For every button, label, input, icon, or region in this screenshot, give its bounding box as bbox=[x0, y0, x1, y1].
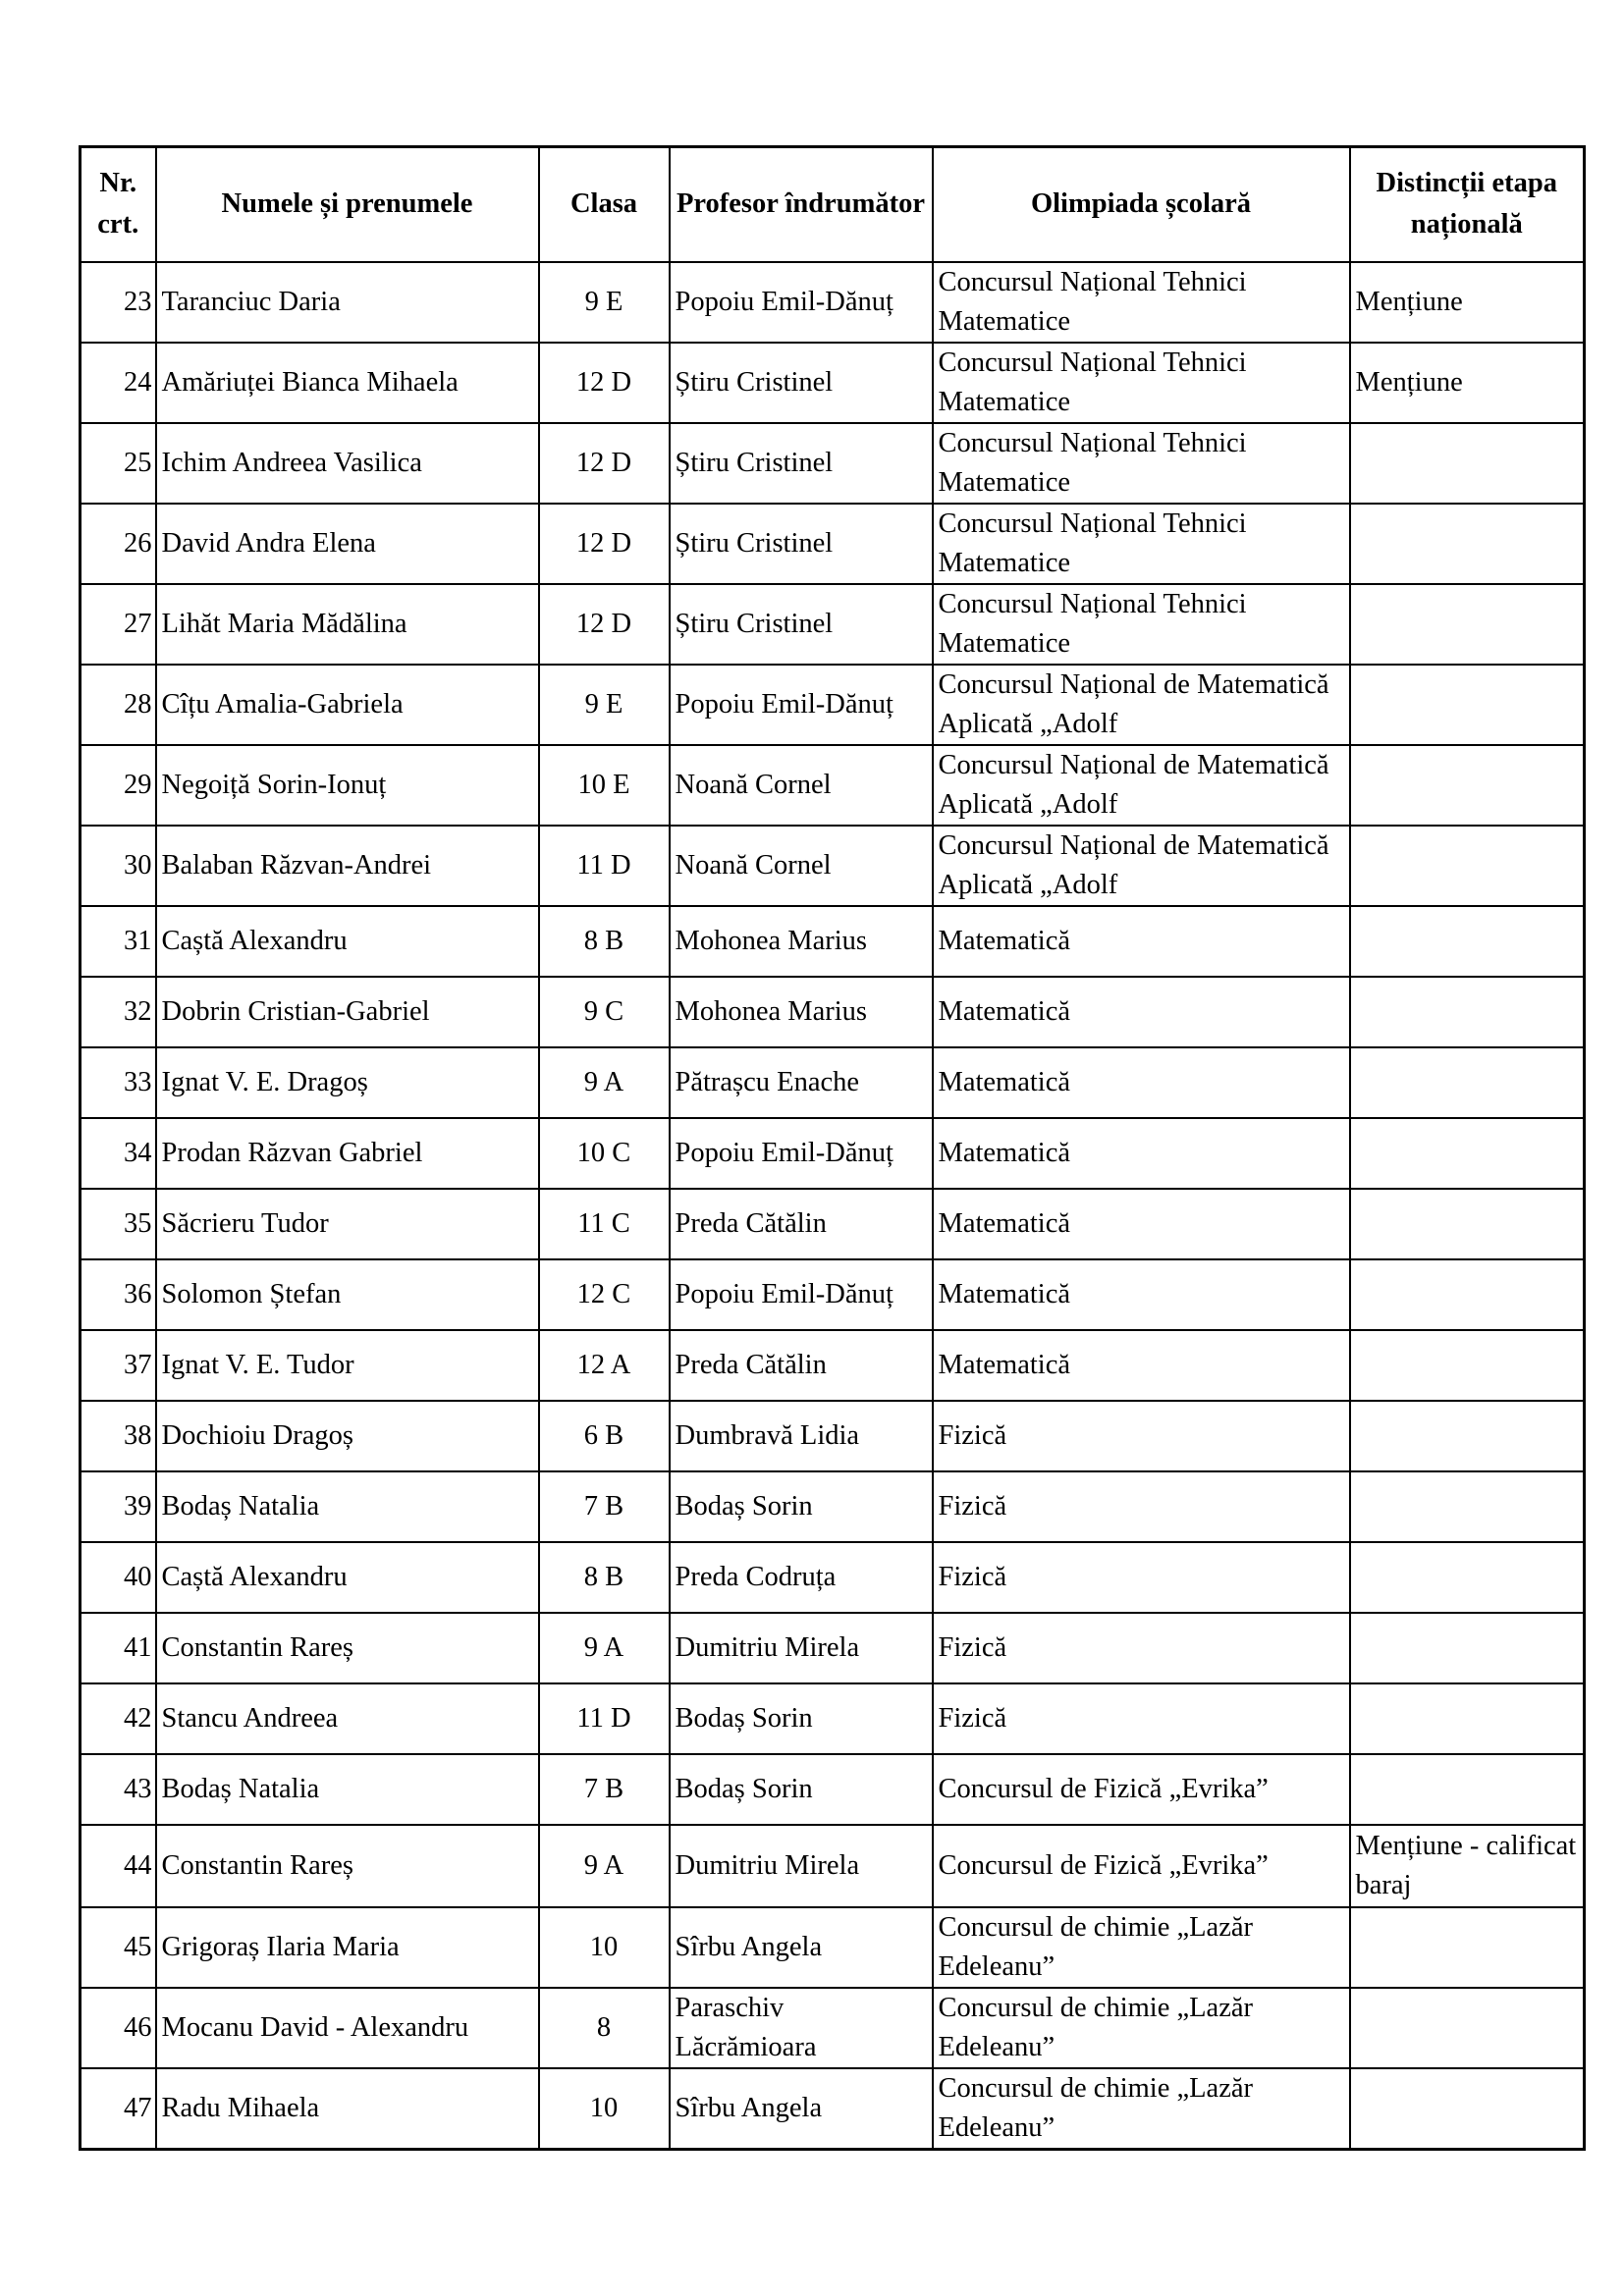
cell-distinctii: Mențiune bbox=[1350, 262, 1585, 343]
header-clasa: Clasa bbox=[539, 147, 670, 262]
cell-nr: 33 bbox=[81, 1047, 156, 1118]
table-row bbox=[81, 1542, 1585, 1613]
cell-distinctii bbox=[1350, 1754, 1585, 1825]
cell-profesor: Popoiu Emil-Dănuț bbox=[670, 262, 933, 343]
cell-nr: 42 bbox=[81, 1683, 156, 1754]
cell-profesor: Dumbravă Lidia bbox=[670, 1401, 933, 1471]
cell-profesor: Noană Cornel bbox=[670, 826, 933, 906]
table-header-row bbox=[81, 147, 1585, 262]
cell-clasa: 9 A bbox=[539, 1613, 670, 1683]
cell-olimpiada: Fizică bbox=[933, 1542, 1350, 1613]
cell-distinctii bbox=[1350, 1988, 1585, 2068]
cell-name: Grigoraș Ilaria Maria bbox=[156, 1907, 539, 1988]
table-row bbox=[81, 1259, 1585, 1330]
cell-clasa: 11 D bbox=[539, 826, 670, 906]
cell-nr: 29 bbox=[81, 745, 156, 826]
cell-distinctii bbox=[1350, 1118, 1585, 1189]
cell-nr: 23 bbox=[81, 262, 156, 343]
cell-name: Constantin Rareș bbox=[156, 1613, 539, 1683]
table-row bbox=[81, 977, 1585, 1047]
cell-profesor: Dumitriu Mirela bbox=[670, 1613, 933, 1683]
cell-distinctii bbox=[1350, 1471, 1585, 1542]
cell-profesor: Știru Cristinel bbox=[670, 584, 933, 665]
cell-name: Ichim Andreea Vasilica bbox=[156, 423, 539, 504]
cell-nr: 27 bbox=[81, 584, 156, 665]
table-row bbox=[81, 665, 1585, 745]
cell-olimpiada: Fizică bbox=[933, 1613, 1350, 1683]
cell-clasa: 12 D bbox=[539, 343, 670, 423]
cell-nr: 28 bbox=[81, 665, 156, 745]
cell-distinctii bbox=[1350, 584, 1585, 665]
cell-name: Ignat V. E. Tudor bbox=[156, 1330, 539, 1401]
cell-name: Lihăt Maria Mădălina bbox=[156, 584, 539, 665]
cell-olimpiada: Matematică bbox=[933, 977, 1350, 1047]
cell-name: Dochioiu Dragoș bbox=[156, 1401, 539, 1471]
cell-profesor: Preda Cătălin bbox=[670, 1330, 933, 1401]
cell-olimpiada: Matematică bbox=[933, 1259, 1350, 1330]
cell-clasa: 12 D bbox=[539, 423, 670, 504]
cell-olimpiada: Concursul de chimie „Lazăr Edeleanu” bbox=[933, 1907, 1350, 1988]
cell-olimpiada: Concursul de chimie „Lazăr Edeleanu” bbox=[933, 1988, 1350, 2068]
cell-olimpiada: Concursul Național Tehnici Matematice bbox=[933, 423, 1350, 504]
cell-olimpiada: Fizică bbox=[933, 1401, 1350, 1471]
cell-nr: 39 bbox=[81, 1471, 156, 1542]
cell-olimpiada: Concursul Național Tehnici Matematice bbox=[933, 504, 1350, 584]
cell-nr: 37 bbox=[81, 1330, 156, 1401]
header-nr: Nr. crt. bbox=[81, 147, 156, 262]
cell-clasa: 10 C bbox=[539, 1118, 670, 1189]
cell-olimpiada: Concursul Național Tehnici Matematice bbox=[933, 262, 1350, 343]
cell-olimpiada: Fizică bbox=[933, 1471, 1350, 1542]
cell-clasa: 12 D bbox=[539, 584, 670, 665]
table-row bbox=[81, 1683, 1585, 1754]
table-row bbox=[81, 826, 1585, 906]
cell-olimpiada: Matematică bbox=[933, 1330, 1350, 1401]
cell-name: Săcrieru Tudor bbox=[156, 1189, 539, 1259]
cell-clasa: 7 B bbox=[539, 1754, 670, 1825]
table-row bbox=[81, 1825, 1585, 1907]
table-row bbox=[81, 1754, 1585, 1825]
cell-profesor: Popoiu Emil-Dănuț bbox=[670, 1259, 933, 1330]
table-row bbox=[81, 906, 1585, 977]
cell-olimpiada: Matematică bbox=[933, 906, 1350, 977]
cell-clasa: 12 D bbox=[539, 504, 670, 584]
table-row bbox=[81, 423, 1585, 504]
table-row bbox=[81, 1471, 1585, 1542]
cell-distinctii bbox=[1350, 1189, 1585, 1259]
cell-olimpiada: Concursul Național Tehnici Matematice bbox=[933, 584, 1350, 665]
cell-name: Amăriuței Bianca Mihaela bbox=[156, 343, 539, 423]
cell-olimpiada: Concursul de Fizică „Evrika” bbox=[933, 1825, 1350, 1907]
cell-name: Mocanu David - Alexandru bbox=[156, 1988, 539, 2068]
cell-name: Bodaș Natalia bbox=[156, 1471, 539, 1542]
cell-profesor: Știru Cristinel bbox=[670, 423, 933, 504]
table-row bbox=[81, 1613, 1585, 1683]
cell-distinctii: Mențiune - calificat baraj bbox=[1350, 1825, 1585, 1907]
cell-name: Constantin Rareș bbox=[156, 1825, 539, 1907]
cell-nr: 44 bbox=[81, 1825, 156, 1907]
cell-distinctii bbox=[1350, 745, 1585, 826]
cell-nr: 26 bbox=[81, 504, 156, 584]
cell-profesor: Bodaș Sorin bbox=[670, 1683, 933, 1754]
table-row bbox=[81, 262, 1585, 343]
cell-profesor: Bodaș Sorin bbox=[670, 1471, 933, 1542]
cell-nr: 31 bbox=[81, 906, 156, 977]
cell-clasa: 9 A bbox=[539, 1047, 670, 1118]
table-body bbox=[81, 262, 1585, 2150]
cell-profesor: Bodaș Sorin bbox=[670, 1754, 933, 1825]
cell-clasa: 12 A bbox=[539, 1330, 670, 1401]
cell-name: Taranciuc Daria bbox=[156, 262, 539, 343]
cell-name: Ignat V. E. Dragoș bbox=[156, 1047, 539, 1118]
cell-nr: 38 bbox=[81, 1401, 156, 1471]
cell-clasa: 10 bbox=[539, 1907, 670, 1988]
cell-profesor: Pătrașcu Enache bbox=[670, 1047, 933, 1118]
cell-clasa: 8 bbox=[539, 1988, 670, 2068]
cell-name: Radu Mihaela bbox=[156, 2068, 539, 2150]
cell-nr: 36 bbox=[81, 1259, 156, 1330]
cell-distinctii bbox=[1350, 2068, 1585, 2150]
olympiad-results-table bbox=[79, 145, 1586, 2151]
cell-name: Bodaș Natalia bbox=[156, 1754, 539, 1825]
table-row bbox=[81, 1330, 1585, 1401]
cell-clasa: 10 E bbox=[539, 745, 670, 826]
cell-distinctii bbox=[1350, 1542, 1585, 1613]
cell-nr: 45 bbox=[81, 1907, 156, 1988]
cell-name: Prodan Răzvan Gabriel bbox=[156, 1118, 539, 1189]
cell-profesor: Noană Cornel bbox=[670, 745, 933, 826]
cell-profesor: Paraschiv Lăcrămioara bbox=[670, 1988, 933, 2068]
cell-nr: 25 bbox=[81, 423, 156, 504]
cell-clasa: 7 B bbox=[539, 1471, 670, 1542]
cell-name: Dobrin Cristian-Gabriel bbox=[156, 977, 539, 1047]
cell-nr: 43 bbox=[81, 1754, 156, 1825]
cell-clasa: 8 B bbox=[539, 906, 670, 977]
cell-clasa: 9 E bbox=[539, 262, 670, 343]
cell-nr: 35 bbox=[81, 1189, 156, 1259]
cell-distinctii bbox=[1350, 1683, 1585, 1754]
cell-name: Balaban Răzvan-Andrei bbox=[156, 826, 539, 906]
cell-nr: 47 bbox=[81, 2068, 156, 2150]
header-profesor: Profesor îndrumător bbox=[670, 147, 933, 262]
cell-name: Cîțu Amalia-Gabriela bbox=[156, 665, 539, 745]
cell-olimpiada: Matematică bbox=[933, 1047, 1350, 1118]
cell-profesor: Preda Codruța bbox=[670, 1542, 933, 1613]
cell-clasa: 9 E bbox=[539, 665, 670, 745]
cell-distinctii bbox=[1350, 1401, 1585, 1471]
cell-profesor: Popoiu Emil-Dănuț bbox=[670, 1118, 933, 1189]
cell-olimpiada: Concursul Național de Matematică Aplicată „Adolf bbox=[933, 826, 1350, 906]
cell-profesor: Știru Cristinel bbox=[670, 504, 933, 584]
table-row bbox=[81, 1047, 1585, 1118]
cell-olimpiada: Concursul de chimie „Lazăr Edeleanu” bbox=[933, 2068, 1350, 2150]
cell-distinctii bbox=[1350, 423, 1585, 504]
cell-clasa: 6 B bbox=[539, 1401, 670, 1471]
table-row bbox=[81, 745, 1585, 826]
cell-profesor: Dumitriu Mirela bbox=[670, 1825, 933, 1907]
cell-nr: 46 bbox=[81, 1988, 156, 2068]
table-row bbox=[81, 504, 1585, 584]
table-row bbox=[81, 1907, 1585, 1988]
cell-clasa: 9 C bbox=[539, 977, 670, 1047]
cell-nr: 24 bbox=[81, 343, 156, 423]
table-row bbox=[81, 1118, 1585, 1189]
header-olimpiada: Olimpiada școlară bbox=[933, 147, 1350, 262]
cell-distinctii bbox=[1350, 977, 1585, 1047]
cell-distinctii bbox=[1350, 665, 1585, 745]
cell-olimpiada: Fizică bbox=[933, 1683, 1350, 1754]
cell-profesor: Sîrbu Angela bbox=[670, 2068, 933, 2150]
cell-nr: 34 bbox=[81, 1118, 156, 1189]
cell-clasa: 12 C bbox=[539, 1259, 670, 1330]
cell-distinctii bbox=[1350, 1047, 1585, 1118]
cell-nr: 41 bbox=[81, 1613, 156, 1683]
cell-clasa: 11 D bbox=[539, 1683, 670, 1754]
table-row bbox=[81, 1189, 1585, 1259]
cell-olimpiada: Matematică bbox=[933, 1189, 1350, 1259]
cell-clasa: 8 B bbox=[539, 1542, 670, 1613]
cell-nr: 40 bbox=[81, 1542, 156, 1613]
cell-name: Caștă Alexandru bbox=[156, 1542, 539, 1613]
cell-clasa: 9 A bbox=[539, 1825, 670, 1907]
table-row bbox=[81, 343, 1585, 423]
cell-name: David Andra Elena bbox=[156, 504, 539, 584]
cell-distinctii bbox=[1350, 1330, 1585, 1401]
table-row bbox=[81, 1401, 1585, 1471]
table-row bbox=[81, 584, 1585, 665]
table-row bbox=[81, 1988, 1585, 2068]
cell-profesor: Preda Cătălin bbox=[670, 1189, 933, 1259]
cell-profesor: Știru Cristinel bbox=[670, 343, 933, 423]
table-row bbox=[81, 2068, 1585, 2150]
cell-olimpiada: Concursul Național Tehnici Matematice bbox=[933, 343, 1350, 423]
cell-olimpiada: Matematică bbox=[933, 1118, 1350, 1189]
cell-olimpiada: Concursul Național de Matematică Aplicată „Adolf bbox=[933, 665, 1350, 745]
cell-name: Stancu Andreea bbox=[156, 1683, 539, 1754]
cell-name: Negoiță Sorin-Ionuț bbox=[156, 745, 539, 826]
cell-olimpiada: Concursul Național de Matematică Aplicată „Adolf bbox=[933, 745, 1350, 826]
cell-clasa: 10 bbox=[539, 2068, 670, 2150]
cell-distinctii bbox=[1350, 906, 1585, 977]
header-distinctii: Distincții etapa națională bbox=[1350, 147, 1585, 262]
cell-profesor: Sîrbu Angela bbox=[670, 1907, 933, 1988]
cell-distinctii bbox=[1350, 826, 1585, 906]
cell-clasa: 11 C bbox=[539, 1189, 670, 1259]
header-name: Numele și prenumele bbox=[156, 147, 539, 262]
cell-profesor: Mohonea Marius bbox=[670, 977, 933, 1047]
cell-profesor: Mohonea Marius bbox=[670, 906, 933, 977]
cell-profesor: Popoiu Emil-Dănuț bbox=[670, 665, 933, 745]
cell-nr: 32 bbox=[81, 977, 156, 1047]
cell-distinctii bbox=[1350, 1613, 1585, 1683]
cell-olimpiada: Concursul de Fizică „Evrika” bbox=[933, 1754, 1350, 1825]
cell-name: Caștă Alexandru bbox=[156, 906, 539, 977]
cell-name: Solomon Ștefan bbox=[156, 1259, 539, 1330]
cell-distinctii: Mențiune bbox=[1350, 343, 1585, 423]
cell-nr: 30 bbox=[81, 826, 156, 906]
cell-distinctii bbox=[1350, 1259, 1585, 1330]
cell-distinctii bbox=[1350, 1907, 1585, 1988]
cell-distinctii bbox=[1350, 504, 1585, 584]
